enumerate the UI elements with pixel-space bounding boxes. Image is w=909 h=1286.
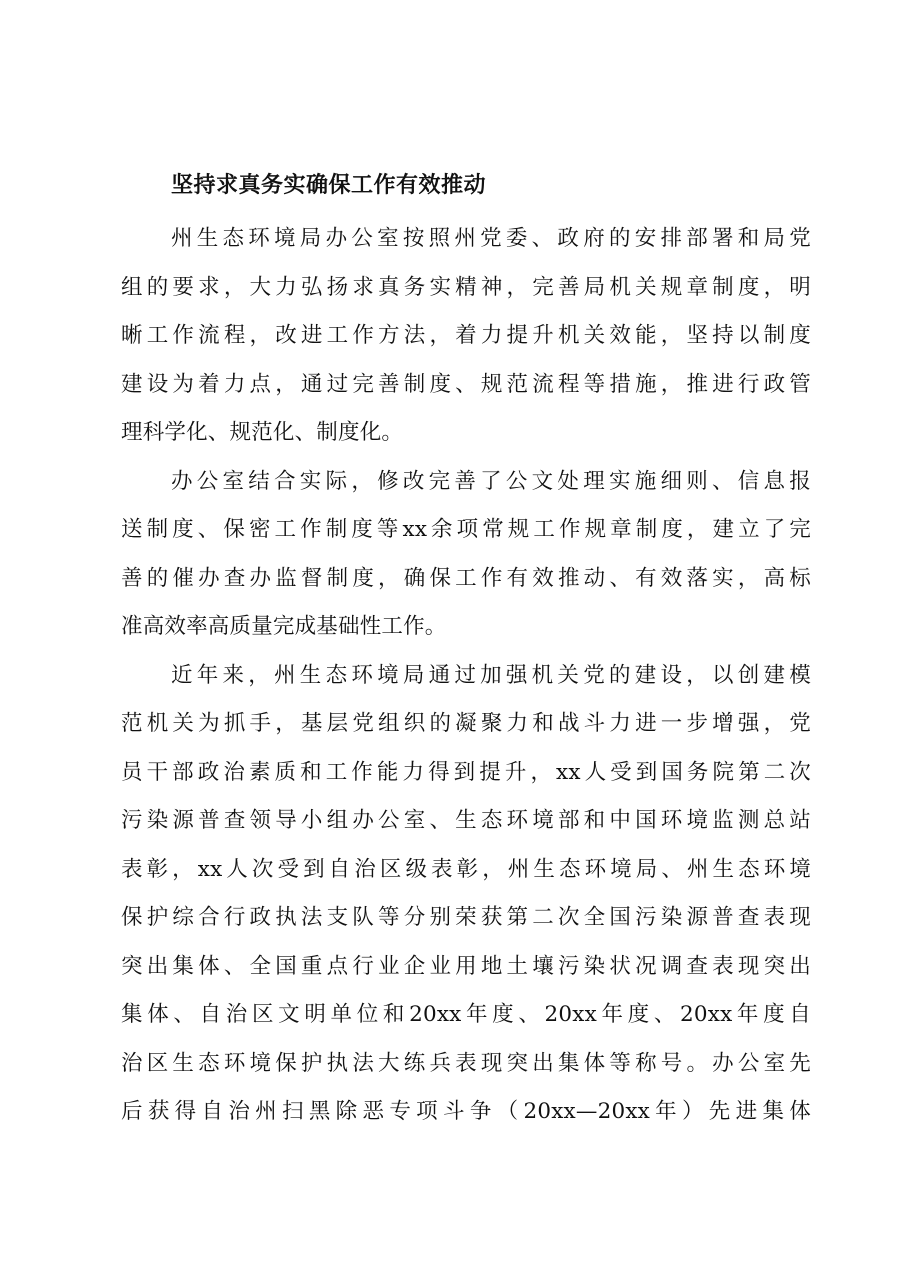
text-line: 办公室结合实际，修改完善了公文处理实施细则、信息报 (171, 468, 811, 494)
text-line: 晰工作流程，改进工作方法，着力提升机关效能，坚持以制度 (121, 323, 811, 348)
text-line: 近年来，州生态环境局通过加强机关党的建设，以创建模 (171, 662, 811, 688)
text-line: 后获得自治州扫黑除恶专项斗争（20xx—20xx年）先进集体 (121, 1099, 811, 1124)
text-line: 组的要求，大力弘扬求真务实精神，完善局机关规章制度，明 (121, 274, 811, 300)
paragraph (121, 458, 811, 652)
body-text (121, 215, 811, 1137)
text-line: 理科学化、规范化、制度化。 (121, 420, 404, 445)
text-line: 表彰，xx人次受到自治区级表彰，州生态环境局、州生态环境 (121, 856, 811, 882)
text-line: 污染源普查领导小组办公室、生态环境部和中国环境监测总站 (121, 808, 811, 833)
text-line: 保护综合行政执法支队等分别荣获第二次全国污染源普查表现 (121, 905, 811, 930)
text-line: 集体、自治区文明单位和20xx年度、20xx年度、20xx年度自 (121, 1002, 811, 1027)
text-line: 范机关为抓手，基层党组织的凝聚力和战斗力进一步增强，党 (121, 711, 811, 736)
paragraph (121, 652, 811, 1137)
text-line: 突出集体、全国重点行业企业用地土壤污染状况调查表现突出 (121, 953, 811, 979)
text-line: 善的催办查办监督制度，确保工作有效推动、有效落实，高标 (121, 565, 811, 591)
text-line: 送制度、保密工作制度等xx余项常规工作规章制度，建立了完 (121, 517, 811, 542)
section-heading: 坚持求真务实确保工作有效推动 (171, 173, 487, 198)
text-line: 员干部政治素质和工作能力得到提升，xx人受到国务院第二次 (121, 759, 811, 785)
text-line: 治区生态环境保护执法大练兵表现突出集体等称号。办公室先 (121, 1050, 811, 1076)
text-line: 准高效率高质量完成基础性工作。 (121, 614, 447, 639)
text-line: 州生态环境局办公室按照州党委、政府的安排部署和局党 (171, 226, 811, 251)
text-line: 建设为着力点，通过完善制度、规范流程等措施，推进行政管 (121, 371, 811, 397)
paragraph (121, 215, 811, 458)
